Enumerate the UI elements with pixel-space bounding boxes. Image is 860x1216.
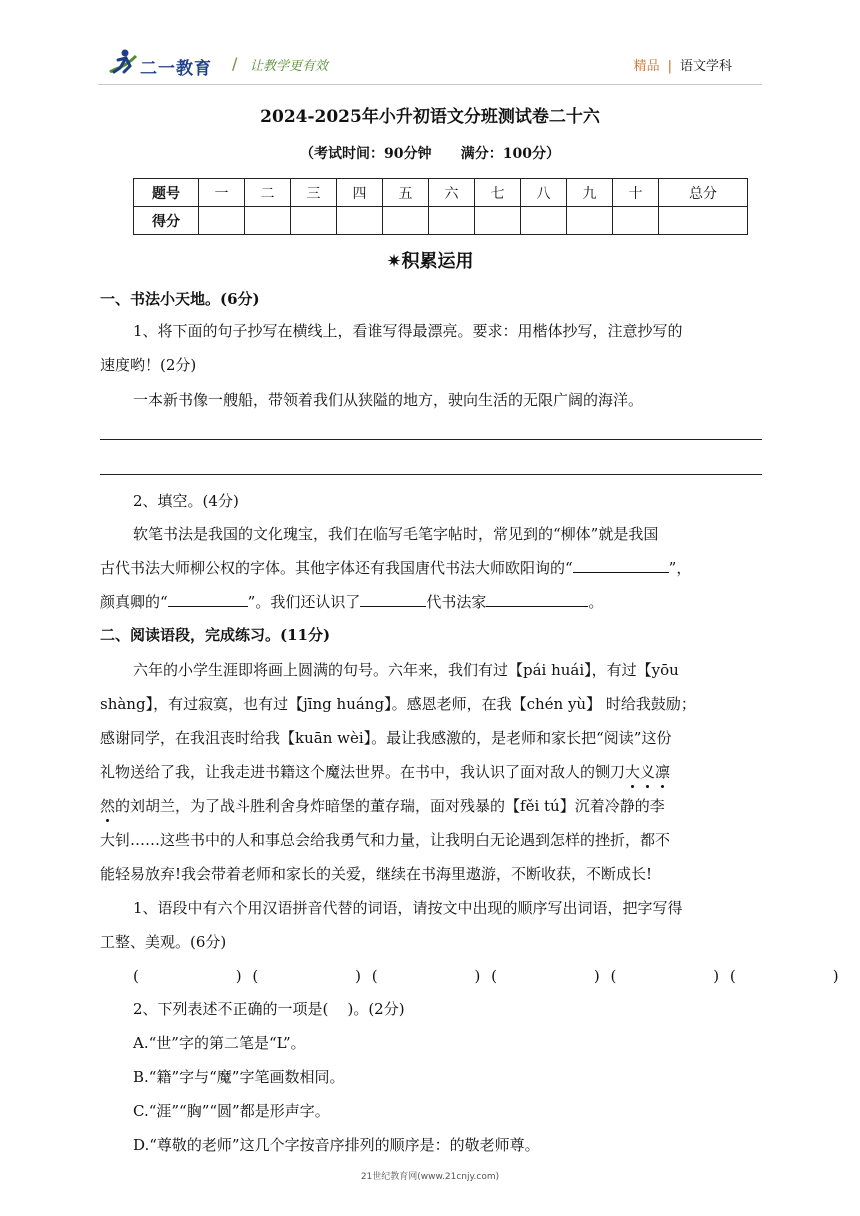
fill-blank[interactable] bbox=[360, 592, 426, 607]
score-input-cell[interactable] bbox=[659, 207, 748, 235]
fill-line3-text-c: 代书法家 bbox=[426, 593, 487, 611]
writing-line[interactable] bbox=[100, 439, 762, 440]
exam-title: 2024-2025年小升初语文分班测试卷二十六 bbox=[260, 107, 600, 127]
table-cell: 总分 bbox=[659, 179, 748, 207]
emphasized-char: 然 bbox=[100, 797, 116, 815]
brand-logo[interactable] bbox=[106, 46, 329, 80]
table-cell: 题号 bbox=[134, 179, 199, 207]
q1-sentence: 一本新书像一艘船，带领着我们从狭隘的地方，驶向生活的无限广阔的海洋。 bbox=[133, 391, 644, 409]
score-input-cell[interactable] bbox=[291, 207, 337, 235]
passage-line: 感谢同学，在我沮丧时给我【kuān wèi】。最让我感激的，是老师和家长把“阅读”这份 bbox=[100, 729, 672, 747]
option-a[interactable]: A.“世”字的第二笔是“L”。 bbox=[133, 1034, 306, 1052]
score-input-cell[interactable] bbox=[337, 207, 383, 235]
header-tags bbox=[634, 55, 732, 74]
emphasized-char: 大 bbox=[625, 763, 641, 781]
table-cell: 四 bbox=[337, 179, 383, 207]
table-cell: 七 bbox=[475, 179, 521, 207]
passage-line: 六年的小学生涯即将画上圆满的句号。六年来，我们有过【pái huái】，有过【yōu bbox=[133, 661, 679, 679]
passage-line: shàng】，有过寂寞，也有过【jīng huáng】。感恩老师，在我【chén yù】 时给我鼓励； bbox=[100, 695, 696, 713]
q2-sub1-line1: 1、语段中有六个用汉语拼音代替的词语，请按文中出现的顺序写出词语，把字写得 bbox=[133, 899, 683, 917]
passage-line bbox=[100, 796, 665, 816]
fill-line1: 软笔书法是我国的文化瑰宝，我们在临写毛笔字帖时，常见到的“柳体”就是我国 bbox=[133, 525, 659, 543]
fill-line2-end: ”， bbox=[668, 559, 692, 577]
exam-subtitle: （考试时间：90分钟 满分：100分） bbox=[300, 146, 560, 162]
table-row bbox=[134, 179, 748, 207]
passage-line bbox=[100, 762, 670, 782]
premium-tag: 精品 bbox=[633, 59, 660, 74]
passage-text: 礼物送给了我，让我走进书籍这个魔法世界。在书中，我认识了面对敌人的铡刀 bbox=[100, 763, 626, 781]
subject-tag: 语文学科 bbox=[679, 59, 732, 74]
score-input-cell[interactable] bbox=[613, 207, 659, 235]
logo-divider: / bbox=[232, 54, 238, 73]
table-row bbox=[134, 207, 748, 235]
table-cell: 二 bbox=[245, 179, 291, 207]
table-cell: 一 bbox=[199, 179, 245, 207]
passage-line: 能轻易放弃!我会带着老师和家长的关爱，继续在书海里遨游，不断收获，不断成长! bbox=[100, 865, 653, 883]
emphasized-char: 义 bbox=[640, 763, 656, 781]
fill-blank[interactable] bbox=[486, 592, 588, 607]
q2-sub1-line2: 工整、美观。(6分) bbox=[100, 933, 227, 951]
answer-brackets[interactable]: ( ) ( ) ( ) ( ) ( ) ( ) bbox=[133, 967, 839, 985]
table-cell: 五 bbox=[383, 179, 429, 207]
fill-line3 bbox=[100, 592, 603, 612]
brand-slogan: 让教学更有效 bbox=[250, 59, 329, 74]
table-cell: 十 bbox=[613, 179, 659, 207]
fill-line2-text: 古代书法大师柳公权的字体。其他字体还有我国唐代书法大师欧阳询的“ bbox=[100, 559, 573, 577]
emphasized-char: 凛 bbox=[655, 763, 671, 781]
table-cell: 六 bbox=[429, 179, 475, 207]
q2-heading: 二、阅读语段，完成练习。(11分) bbox=[100, 626, 331, 644]
tag-separator: | bbox=[667, 59, 672, 74]
writing-line[interactable] bbox=[100, 474, 762, 475]
fill-line3-text-a: 颜真卿的“ bbox=[100, 593, 168, 611]
fill-blank[interactable] bbox=[168, 592, 248, 607]
table-cell: 八 bbox=[521, 179, 567, 207]
q1-heading: 一、书法小天地。(6分) bbox=[100, 290, 260, 308]
fill-line3-text-b: ”。我们还认识了 bbox=[247, 593, 361, 611]
option-c[interactable]: C.“涯”“胸”“圆”都是形声字。 bbox=[133, 1102, 330, 1120]
fill-line3-end: 。 bbox=[588, 593, 604, 611]
q1-instruction-line2: 速度哟！(2分) bbox=[100, 356, 197, 374]
passage-text: 的刘胡兰，为了战斗胜利舍身炸暗堡的董存瑞，面对残暴的【fěi tú】沉着冷静的李 bbox=[115, 797, 665, 815]
runner-logo-icon bbox=[106, 46, 140, 80]
table-cell: 九 bbox=[567, 179, 613, 207]
header-divider bbox=[98, 84, 762, 85]
q1-part2-label: 2、填空。(4分) bbox=[133, 492, 239, 510]
fill-blank[interactable] bbox=[573, 558, 669, 573]
passage-line: 大钊……这些书中的人和事总会给我勇气和力量，让我明白无论遇到怎样的挫折，都不 bbox=[100, 831, 671, 849]
q2-sub2: 2、下列表述不正确的一项是( )。(2分) bbox=[133, 1000, 405, 1018]
fill-line2 bbox=[100, 558, 691, 578]
score-input-cell[interactable] bbox=[521, 207, 567, 235]
option-d[interactable]: D.“尊敬的老师”这几个字按音序排列的顺序是：的敬老师尊。 bbox=[133, 1136, 540, 1154]
score-input-cell[interactable] bbox=[199, 207, 245, 235]
page-header bbox=[0, 0, 860, 90]
score-input-cell[interactable] bbox=[245, 207, 291, 235]
option-b[interactable]: B.“籍”字与“魔”字笔画数相同。 bbox=[133, 1068, 345, 1086]
score-table bbox=[133, 178, 748, 235]
page-footer: 21世纪教育网(www.21cnjy.com) bbox=[360, 1172, 500, 1182]
table-cell: 得分 bbox=[134, 207, 199, 235]
q1-instruction-line1: 1、将下面的句子抄写在横线上，看谁写得最漂亮。要求：用楷体抄写，注意抄写的 bbox=[133, 322, 683, 340]
score-input-cell[interactable] bbox=[383, 207, 429, 235]
table-cell: 三 bbox=[291, 179, 337, 207]
section-title: ✷积累运用 bbox=[386, 251, 474, 272]
score-input-cell[interactable] bbox=[475, 207, 521, 235]
score-input-cell[interactable] bbox=[429, 207, 475, 235]
brand-name: 二一教育 bbox=[140, 59, 212, 79]
score-input-cell[interactable] bbox=[567, 207, 613, 235]
